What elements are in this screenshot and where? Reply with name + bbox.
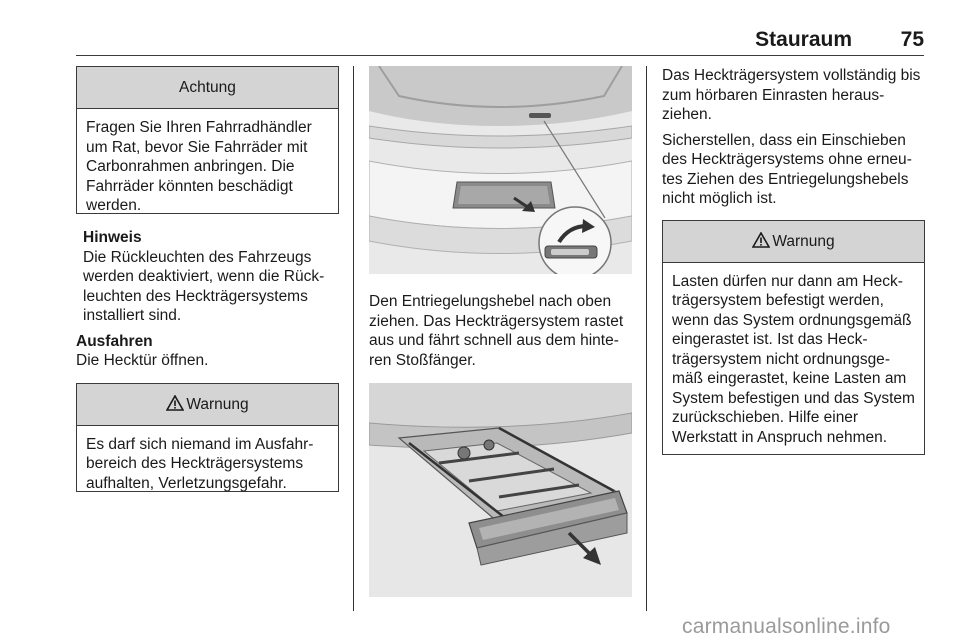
section-title: Stauraum xyxy=(755,28,852,51)
warning-triangle-icon xyxy=(752,232,770,248)
page-number: 75 xyxy=(900,28,924,51)
warning-triangle-icon xyxy=(166,395,184,411)
warnung-title-1: Warnung xyxy=(186,395,249,413)
warnung-title-2: Warnung xyxy=(772,232,835,250)
warnung-text-1: Es darf sich niemand im Ausfahrbereich des Heckträgersystems aufhalten, Verletzungsgefahr. xyxy=(86,435,314,492)
column-divider xyxy=(646,66,647,611)
bumper-lever-illustration xyxy=(369,66,632,274)
hinweis-title: Hinweis xyxy=(83,229,142,246)
watermark-text: carmanualsonline.info xyxy=(682,615,891,638)
column-2 xyxy=(369,66,632,597)
col3-paragraph-1: Das Heckträgersystem vollständig bis zum hörbaren Einrasten herausziehen. xyxy=(662,67,921,123)
hinweis-block xyxy=(76,228,339,326)
col3-paragraph-2: Sicherstellen, dass ein Einschieben des Heckträgersystems ohne erneutes Ziehen des Entriegelungshebels nicht möglich ist. xyxy=(662,131,912,207)
column-divider xyxy=(353,66,354,611)
page-header xyxy=(76,26,924,56)
warnung-box-1 xyxy=(76,383,339,492)
warnung-box-2 xyxy=(662,220,925,455)
carrier-extended-drawing xyxy=(369,383,632,597)
carrier-extended-illustration xyxy=(369,383,632,597)
achtung-box xyxy=(76,66,339,214)
achtung-title: Achtung xyxy=(77,67,338,109)
col2-instruction-text: Den Entriegelungshebel nach oben ziehen. Das Heckträgersystem rastet aus und fährt schnell aus dem hinteren Stoßfänger. xyxy=(369,293,624,369)
achtung-text: Fragen Sie Ihren Fahrradhändler um Rat, bevor Sie Fahrräder mit Carbonrahmen anbringen. Die Fahrräder könnten beschädigt werden. xyxy=(86,119,312,214)
ausfahren-text: Die Hecktür öffnen. xyxy=(76,352,209,369)
ausfahren-heading: Ausfahren xyxy=(76,332,153,350)
warnung-header-2 xyxy=(663,221,924,263)
column-3 xyxy=(662,66,925,455)
warnung-text-2: Lasten dürfen nur dann am Heckträgersystem befestigt werden, wenn das System ordnungsgemäß eingerastet ist. Ist das Heckträgersystem nicht ordnungsgemäß eingerastet, keine Lasten am System befestigen und das System zurückschieben. Hilfe einer Werkstatt in Anspruch nehmen. xyxy=(672,272,915,446)
warnung-header-1 xyxy=(77,384,338,426)
column-1 xyxy=(76,66,339,492)
bumper-lever-drawing xyxy=(369,66,632,274)
hinweis-text: Die Rückleuchten des Fahrzeugs werden deaktiviert, wenn die Rückleuchten des Heckträgersystems installiert sind. xyxy=(83,248,325,324)
